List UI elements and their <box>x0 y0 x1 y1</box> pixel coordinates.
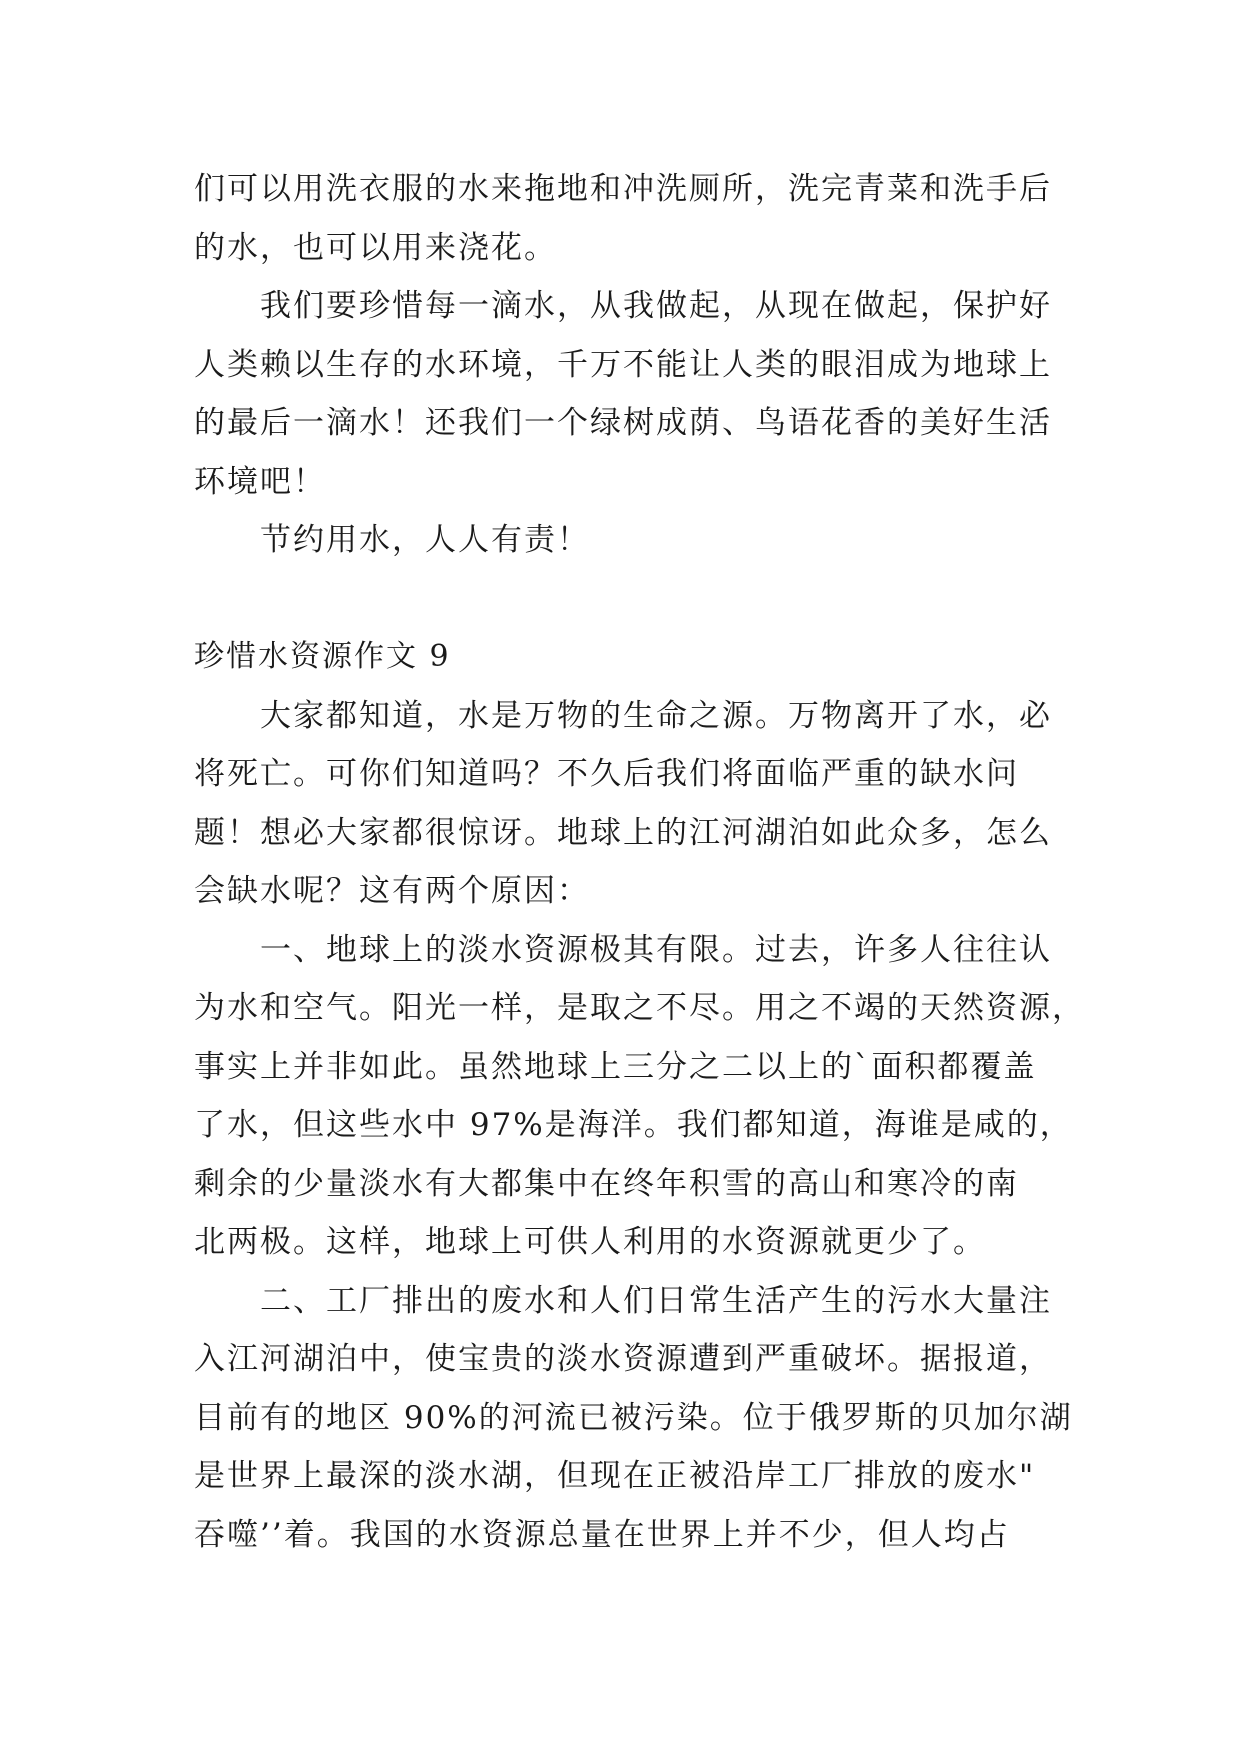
text-line: 二、工厂排出的废水和人们日常生活产生的污水大量注 <box>260 1282 1052 1319</box>
section-spacer <box>194 570 1054 629</box>
paragraph <box>194 160 1054 277</box>
text-line: 题！想必大家都很惊讶。地球上的江河湖泊如此众多，怎么 <box>194 814 1052 851</box>
text-line: 节约用水，人人有责！ <box>260 522 590 558</box>
text-line: 是世界上最深的淡水湖，但现在正被沿岸工厂排放的废水" <box>194 1458 1036 1494</box>
paragraph <box>194 687 1054 921</box>
text-line: 吞噬’’着。我国的水资源总量在世界上并不少，但人均占 <box>194 1516 1010 1553</box>
text-line: 目前有的地区 90%的河流已被污染。位于俄罗斯的贝加尔湖 <box>194 1399 1073 1436</box>
text-line: 了水，但这些水中 97%是海洋。我们都知道，海谁是咸的， <box>194 1107 1073 1143</box>
text-line: 大家都知道，水是万物的生命之源。万物离开了水，必 <box>260 697 1052 734</box>
text-line: 的最后一滴水！还我们一个绿树成荫、鸟语花香的美好生活 <box>194 405 1052 441</box>
document-body <box>194 160 1085 1564</box>
paragraph <box>194 921 1085 1272</box>
text-line: 将死亡。可你们知道吗？不久后我们将面临严重的缺水问 <box>194 756 1019 792</box>
text-line: 为水和空气。阳光一样，是取之不尽。用之不竭的天然资源， <box>194 990 1085 1026</box>
text-line: 北两极。这样，地球上可供人利用的水资源就更少了。 <box>194 1224 986 1260</box>
paragraph <box>194 277 1054 511</box>
text-line: 会缺水呢？这有两个原因： <box>194 873 590 909</box>
section-title: 珍惜水资源作文 9 <box>194 639 451 674</box>
text-line: 的水，也可以用来浇花。 <box>194 229 557 266</box>
text-line: 我们要珍惜每一滴水，从我做起，从现在做起，保护好 <box>260 288 1052 324</box>
text-line: 剩余的少量淡水有大都集中在终年积雪的高山和寒冷的南 <box>194 1165 1019 1202</box>
text-line: 事实上并非如此。虽然地球上三分之二以上的`面积都覆盖 <box>194 1048 1037 1085</box>
text-line: 一、地球上的淡水资源极其有限。过去，许多人往往认 <box>260 931 1052 968</box>
text-line: 人类赖以生存的水环境，千万不能让人类的眼泪成为地球上 <box>194 346 1052 383</box>
text-line: 们可以用洗衣服的水来拖地和冲洗厕所，洗完青菜和洗手后 <box>194 171 1052 207</box>
paragraph <box>194 1272 1073 1565</box>
text-line: 环境吧！ <box>194 463 326 500</box>
paragraph <box>194 511 1054 570</box>
text-line: 入江河湖泊中，使宝贵的淡水资源遭到严重破坏。据报道， <box>194 1341 1052 1377</box>
